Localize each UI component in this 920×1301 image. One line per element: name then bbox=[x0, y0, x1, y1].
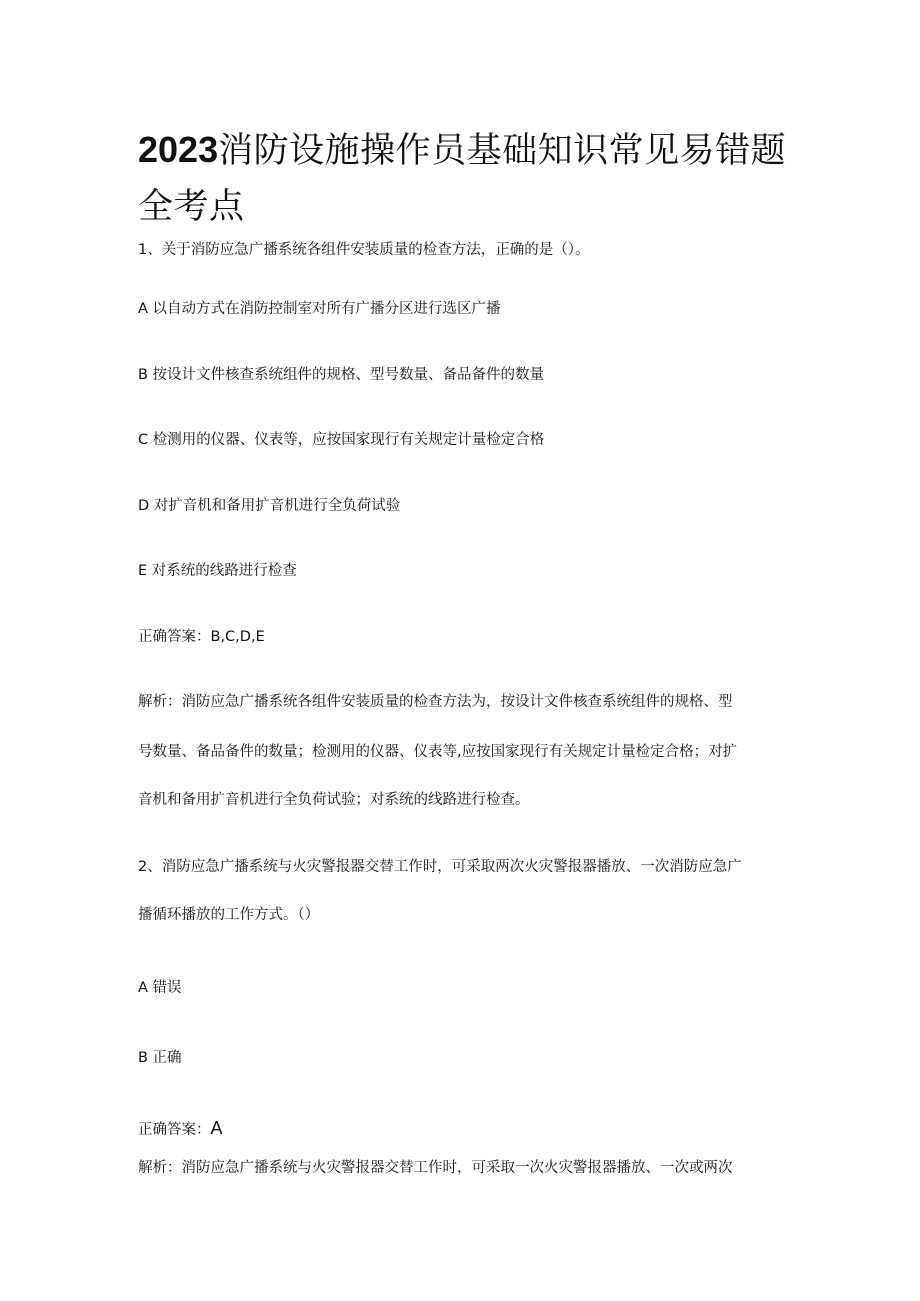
question-1-option-c: C 检测用的仪器、仪表等，应按国家现行有关规定计量检定合格 bbox=[138, 432, 545, 448]
title-text: 消防设施操作员基础知识常见易错题全考点 bbox=[138, 131, 787, 227]
answer-value: B,C,D,E bbox=[210, 629, 265, 645]
question-1-analysis-line-3: 音机和备用扩音机进行全负荷试验；对系统的线路进行检查。 bbox=[138, 792, 530, 808]
question-1-analysis-line-1: 解析：消防应急广播系统各组件安装质量的检查方法为，按设计文件核查系统组件的规格、型 bbox=[138, 694, 733, 710]
question-2-option-b: B 正确 bbox=[138, 1050, 182, 1066]
question-1-answer bbox=[138, 627, 265, 647]
answer-label: 正确答案： bbox=[138, 629, 211, 645]
question-1-stem: 1、关于消防应急广播系统各组件安装质量的检查方法，正确的是（）。 bbox=[138, 242, 590, 258]
question-2-option-a: A 错误 bbox=[138, 980, 182, 996]
question-1-option-b: B 按设计文件核查系统组件的规格、型号数量、备品备件的数量 bbox=[138, 367, 545, 383]
question-1-option-e: E 对系统的线路进行检查 bbox=[138, 563, 297, 579]
document-title bbox=[138, 122, 798, 235]
question-2-stem-line-2: 播循环播放的工作方式。（） bbox=[138, 907, 320, 923]
question-1-option-a: A 以自动方式在消防控制室对所有广播分区进行选区广播 bbox=[138, 301, 501, 317]
title-year: 2023 bbox=[138, 129, 219, 170]
question-2-answer bbox=[138, 1118, 223, 1140]
question-1-analysis-line-2: 号数量、备品备件的数量；检测用的仪器、仪表等,应按国家现行有关规定计量检定合格；对扩 bbox=[138, 744, 738, 760]
answer-value: A bbox=[210, 1118, 223, 1138]
answer-label: 正确答案： bbox=[138, 1122, 211, 1138]
question-1-option-d: D 对扩音机和备用扩音机进行全负荷试验 bbox=[138, 498, 401, 514]
question-2-analysis-line-1: 解析：消防应急广播系统与火灾警报器交替工作时，可采取一次火灾警报器播放、一次或两次 bbox=[138, 1160, 733, 1176]
question-2-stem-line-1: 2、消防应急广播系统与火灾警报器交替工作时，可采取两次火灾警报器播放、一次消防应急广 bbox=[138, 859, 742, 875]
